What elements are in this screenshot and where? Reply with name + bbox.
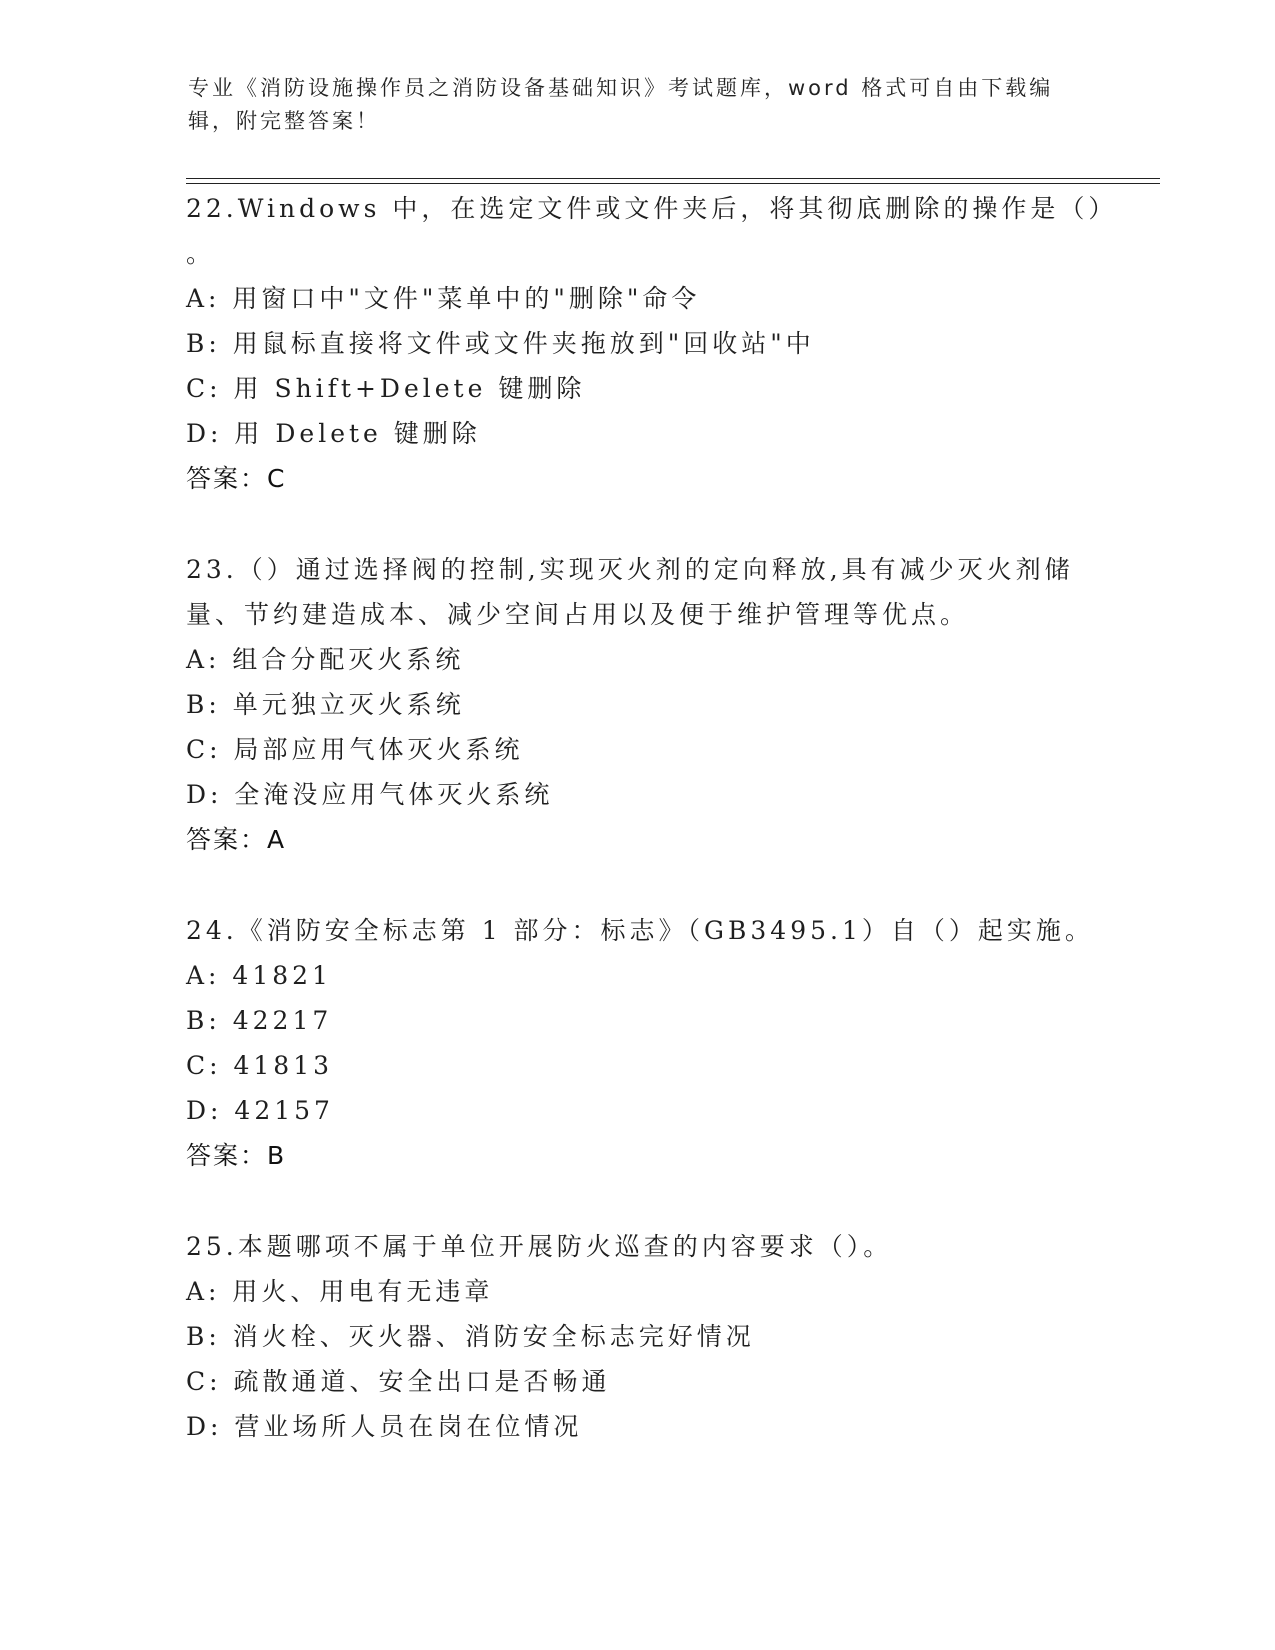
option-d: D: 42157 <box>186 1096 334 1125</box>
answer: 答案：B <box>186 1141 287 1170</box>
header-rule-bottom <box>186 183 1160 184</box>
question-22 <box>186 186 1118 501</box>
option-d: D: 用 Delete 键删除 <box>186 419 481 448</box>
option-a: A: 用窗口中"文件"菜单中的"删除"命令 <box>186 284 701 313</box>
question-25 <box>186 1224 1086 1449</box>
question-stem: 23.（）通过选择阀的控制,实现灭火剂的定向释放,具有减少灭火剂储 <box>186 555 1074 584</box>
header-line-1: 专业《消防设施操作员之消防设备基础知识》考试题库，word 格式可自由下载编 <box>188 76 1054 100</box>
option-d: D: 营业场所人员在岗在位情况 <box>186 1412 583 1441</box>
question-24 <box>186 908 1094 1178</box>
question-stem: 25.本题哪项不属于单位开展防火巡查的内容要求（）。 <box>186 1232 893 1261</box>
option-b: B: 42217 <box>186 1006 333 1035</box>
header-rule-top <box>186 178 1160 179</box>
document-header <box>188 72 1068 138</box>
question-stem: 量、节约建造成本、减少空间占用以及便于维护管理等优点。 <box>186 600 970 629</box>
answer: 答案：A <box>186 825 287 854</box>
question-stem: 24.《消防安全标志第 1 部分：标志》（GB3495.1）自（）起实施。 <box>186 916 1094 945</box>
option-b: B: 单元独立灭火系统 <box>186 690 465 719</box>
option-d: D: 全淹没应用气体灭火系统 <box>186 780 554 809</box>
question-23 <box>186 547 1086 862</box>
question-stem: 。 <box>186 239 216 268</box>
option-b: B: 消火栓、灭火器、消防安全标志完好情况 <box>186 1322 755 1351</box>
question-list <box>186 186 1118 1495</box>
option-a: A: 用火、用电有无违章 <box>186 1277 494 1306</box>
answer: 答案：C <box>186 464 287 493</box>
option-c: C: 局部应用气体灭火系统 <box>186 735 524 764</box>
option-c: C: 用 Shift+Delete 键删除 <box>186 374 586 403</box>
option-a: A: 组合分配灭火系统 <box>186 645 465 674</box>
option-c: C: 疏散通道、安全出口是否畅通 <box>186 1367 611 1396</box>
option-a: A: 41821 <box>186 961 332 990</box>
option-c: C: 41813 <box>186 1051 334 1080</box>
header-line-2: 辑，附完整答案！ <box>188 109 380 133</box>
question-stem: 22.Windows 中，在选定文件或文件夹后，将其彻底删除的操作是（） <box>186 194 1118 223</box>
option-b: B: 用鼠标直接将文件或文件夹拖放到"回收站"中 <box>186 329 815 358</box>
